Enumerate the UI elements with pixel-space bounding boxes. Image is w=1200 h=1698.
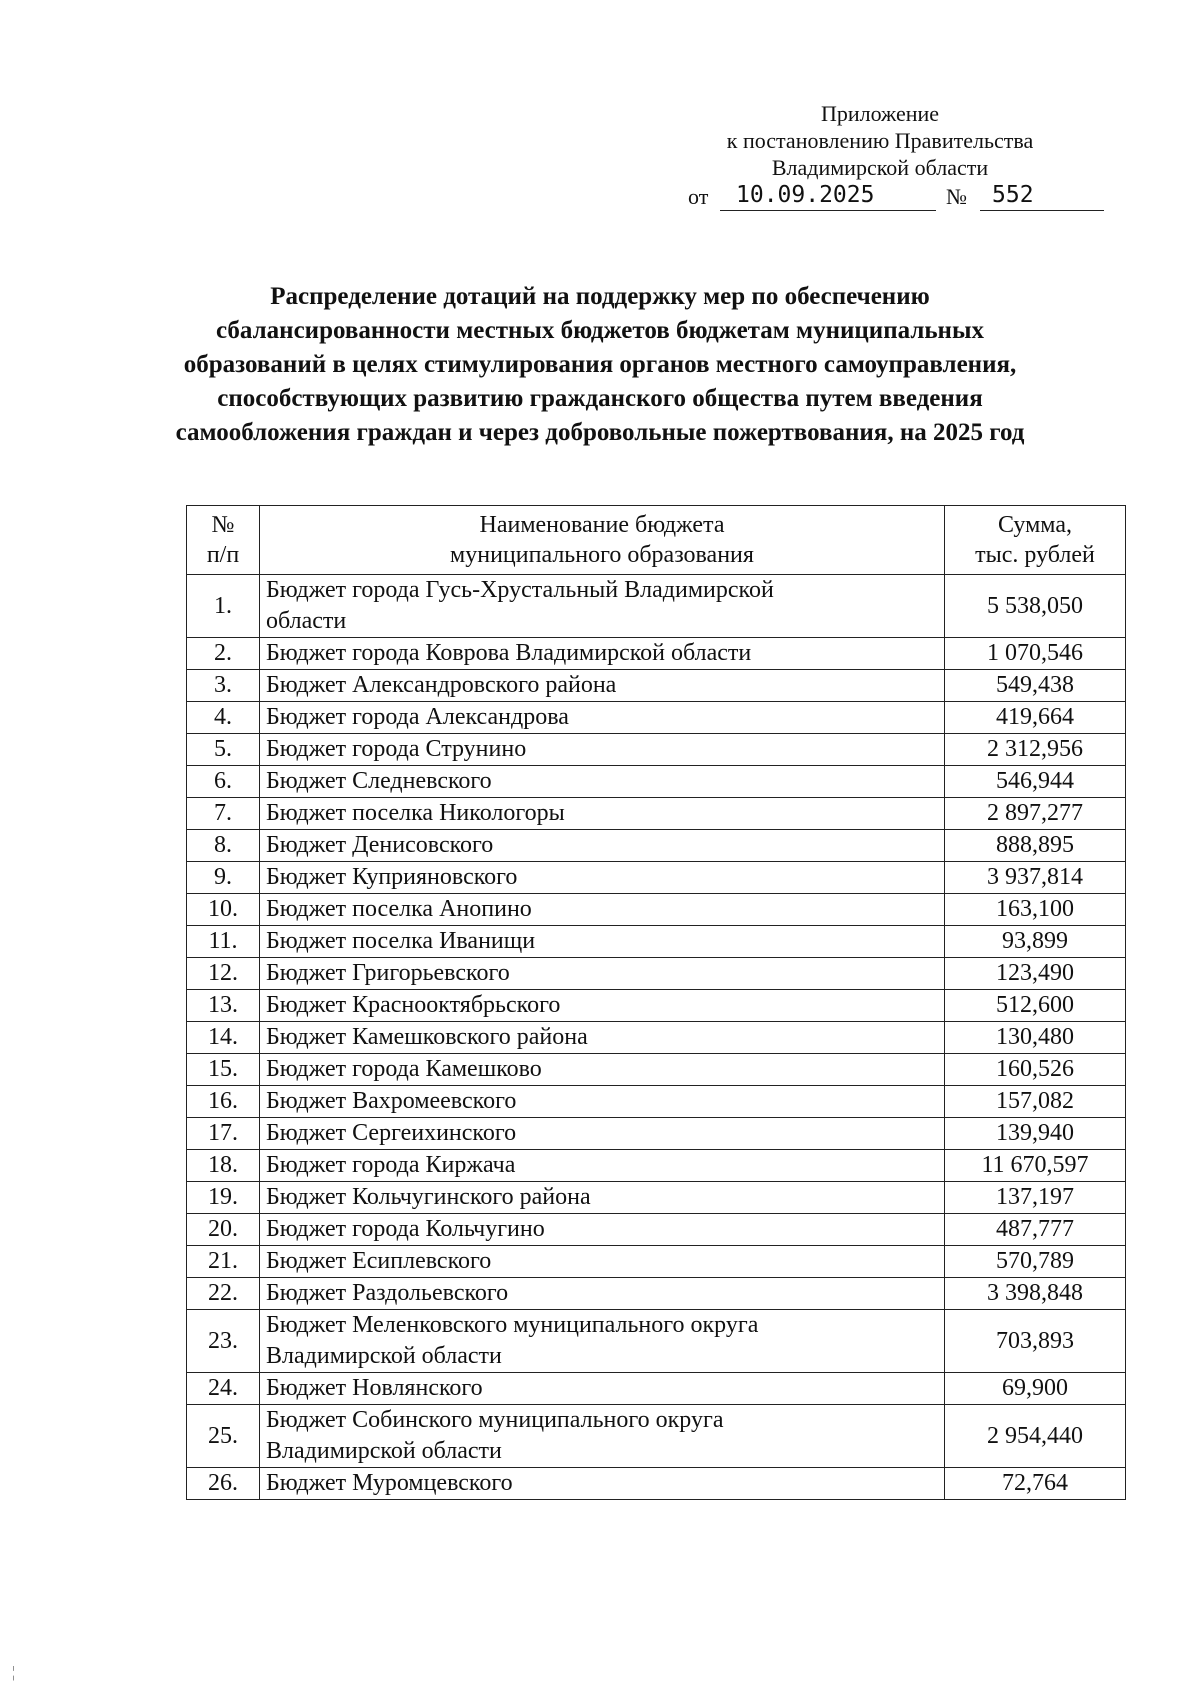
budget-name-line: Бюджет Меленковского муниципального округа [266,1312,759,1338]
table-header-row [187,506,1126,575]
budget-name: Бюджет города Камешково [260,1054,945,1086]
budget-name: Бюджет города Коврова Владимирской области [260,638,945,670]
table-row [187,1118,1126,1150]
document-title [150,280,1050,450]
budget-sum: 123,490 [945,958,1126,990]
header-name [260,506,945,575]
budget-name-line: Бюджет города Гусь-Хрустальный Владимирской [266,577,774,603]
budget-name: Бюджет поселка Анопино [260,894,945,926]
budget-sum: 69,900 [945,1373,1126,1405]
table-row [187,702,1126,734]
title-line4: способствующих развитию гражданского общества путем введения [217,385,983,412]
table-row [187,1182,1126,1214]
budget-sum: 11 670,597 [945,1150,1126,1182]
table-row [187,1022,1126,1054]
budget-name: Бюджет города Киржача [260,1150,945,1182]
budget-sum: 157,082 [945,1086,1126,1118]
budget-name-line: области [266,608,347,634]
title-line1: Распределение дотаций на поддержку мер по обеспечению [270,283,930,310]
budget-name [260,575,945,638]
table-row [187,734,1126,766]
budget-sum: 419,664 [945,702,1126,734]
appendix-header [690,100,1070,181]
budget-name: Бюджет Раздольевского [260,1278,945,1310]
budget-sum: 130,480 [945,1022,1126,1054]
header-name-line1: Наименование бюджета [479,512,725,538]
budget-name [260,1405,945,1468]
scan-margin-mark: ¦ [12,1664,16,1681]
budget-sum: 512,600 [945,990,1126,1022]
header-sum-line1: Сумма, [998,512,1072,538]
row-number: 8. [187,830,260,862]
table-row [187,1150,1126,1182]
table-row [187,862,1126,894]
header-name-line2: муниципального образования [450,542,754,568]
budget-sum: 137,197 [945,1182,1126,1214]
table-row [187,670,1126,702]
budget-name: Бюджет Есиплевского [260,1246,945,1278]
budget-sum: 163,100 [945,894,1126,926]
budget-sum: 570,789 [945,1246,1126,1278]
header-num [187,506,260,575]
resolution-number: 552 [992,182,1034,208]
budget-name: Бюджет Кольчугинского района [260,1182,945,1214]
row-number: 14. [187,1022,260,1054]
table-row [187,1278,1126,1310]
table-row [187,798,1126,830]
table-row [187,638,1126,670]
budget-sum: 72,764 [945,1468,1126,1500]
budget-sum: 3 937,814 [945,862,1126,894]
row-number: 25. [187,1405,260,1468]
budget-sum: 703,893 [945,1310,1126,1373]
budget-name: Бюджет Новлянского [260,1373,945,1405]
row-number: 18. [187,1150,260,1182]
budget-sum: 1 070,546 [945,638,1126,670]
row-number: 23. [187,1310,260,1373]
resolution-date: 10.09.2025 [736,182,875,208]
row-number: 3. [187,670,260,702]
row-number: 9. [187,862,260,894]
appendix-line3: Владимирской области [771,155,989,180]
row-number: 17. [187,1118,260,1150]
row-number: 7. [187,798,260,830]
row-number: 5. [187,734,260,766]
row-number: 4. [187,702,260,734]
table-row [187,1246,1126,1278]
budget-name: Бюджет Краснооктябрьского [260,990,945,1022]
budget-name: Бюджет города Кольчугино [260,1214,945,1246]
table-row [187,990,1126,1022]
row-number: 13. [187,990,260,1022]
budget-name: Бюджет поселка Иванищи [260,926,945,958]
budget-name: Бюджет Камешковского района [260,1022,945,1054]
table-row [187,958,1126,990]
table-row [187,1214,1126,1246]
budget-sum: 549,438 [945,670,1126,702]
table-row [187,766,1126,798]
budget-name: Бюджет Вахромеевского [260,1086,945,1118]
row-number: 10. [187,894,260,926]
appendix-line1: Приложение [820,101,940,126]
row-number: 26. [187,1468,260,1500]
budget-sum: 5 538,050 [945,575,1126,638]
budget-sum: 2 897,277 [945,798,1126,830]
table-row [187,830,1126,862]
title-line2: сбалансированности местных бюджетов бюджетам муниципальных [216,317,984,344]
row-number: 6. [187,766,260,798]
budget-name: Бюджет Сергеихинского [260,1118,945,1150]
budget-name: Бюджет Александровского района [260,670,945,702]
budget-sum: 93,899 [945,926,1126,958]
row-number: 24. [187,1373,260,1405]
budget-name: Бюджет города Александрова [260,702,945,734]
row-number: 12. [187,958,260,990]
budget-sum: 3 398,848 [945,1278,1126,1310]
budget-name: Бюджет Муромцевского [260,1468,945,1500]
number-underline [980,210,1104,211]
table-row [187,1405,1126,1468]
title-line5: самообложения граждан и через добровольные пожертвования, на 2025 год [175,419,1025,446]
header-sum [945,506,1126,575]
budget-sum: 546,944 [945,766,1126,798]
from-label: от [688,184,709,209]
row-number: 2. [187,638,260,670]
budget-sum: 139,940 [945,1118,1126,1150]
budget-name-line: Владимирской области [266,1438,502,1464]
table-row [187,1086,1126,1118]
header-num-line2: п/п [206,542,240,568]
table-row [187,1373,1126,1405]
table-row [187,1468,1126,1500]
table-row [187,926,1126,958]
table-row [187,894,1126,926]
budget-table [186,505,1126,1500]
budget-name: Бюджет поселка Никологоры [260,798,945,830]
budget-name: Бюджет города Струнино [260,734,945,766]
row-number: 19. [187,1182,260,1214]
table-row [187,1310,1126,1373]
table-row [187,575,1126,638]
budget-name: Бюджет Следневского [260,766,945,798]
row-number: 15. [187,1054,260,1086]
budget-name-line: Владимирской области [266,1343,502,1369]
budget-sum: 2 312,956 [945,734,1126,766]
budget-sum: 160,526 [945,1054,1126,1086]
budget-sum: 487,777 [945,1214,1126,1246]
row-number: 21. [187,1246,260,1278]
table-row [187,1054,1126,1086]
budget-name: Бюджет Куприяновского [260,862,945,894]
date-underline [720,210,936,211]
row-number: 11. [187,926,260,958]
number-label: № [946,184,967,209]
row-number: 22. [187,1278,260,1310]
appendix-date-number [688,180,1108,214]
header-num-line1: № [211,512,235,538]
appendix-line2: к постановлению Правительства [726,128,1034,153]
budget-sum: 2 954,440 [945,1405,1126,1468]
budget-name: Бюджет Григорьевского [260,958,945,990]
title-line3: образований в целях стимулирования органов местного самоуправления, [183,351,1017,378]
row-number: 20. [187,1214,260,1246]
budget-name [260,1310,945,1373]
budget-name-line: Бюджет Собинского муниципального округа [266,1407,724,1433]
budget-name: Бюджет Денисовского [260,830,945,862]
row-number: 16. [187,1086,260,1118]
row-number: 1. [187,575,260,638]
header-sum-line2: тыс. рублей [975,542,1095,568]
budget-sum: 888,895 [945,830,1126,862]
